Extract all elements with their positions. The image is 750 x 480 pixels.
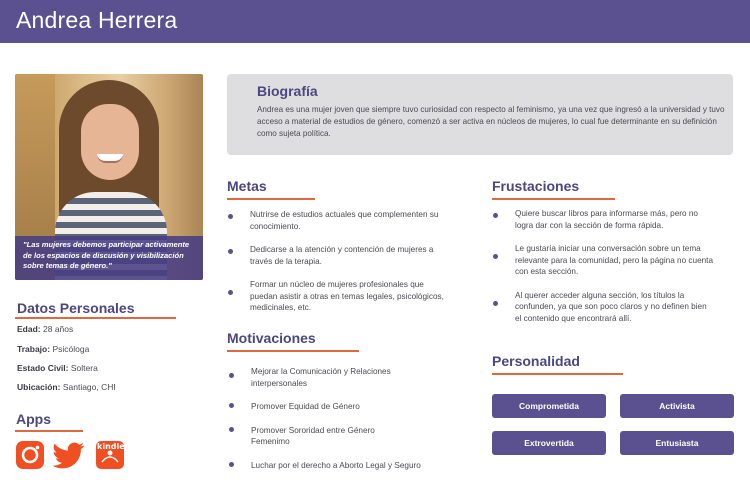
personality-tag: Extrovertida (492, 431, 606, 455)
photo-face (81, 104, 139, 180)
motivations-underline (227, 350, 359, 352)
personal-data-underline (15, 317, 176, 319)
bullet-icon (228, 249, 233, 254)
header-bar (0, 0, 750, 43)
bullet-icon (228, 214, 233, 219)
list-item: Nutrirse de estudios actuales que complementen su conocimiento. (250, 209, 444, 232)
frustrations-underline (492, 198, 615, 200)
personality-title: Personalidad (492, 353, 580, 369)
personality-underline (492, 373, 623, 375)
kindle-icon[interactable] (95, 440, 125, 470)
list-item: Promover Sororidad entre Género Femenimo (251, 425, 421, 448)
frustrations-list (515, 208, 713, 324)
job-value: Psicóloga (52, 344, 90, 354)
personality-tag: Comprometida (492, 394, 606, 418)
bullet-icon (228, 290, 233, 295)
motivations-title: Motivaciones (227, 330, 316, 346)
frustrations-title: Frustaciones (492, 178, 580, 194)
motivations-list (251, 366, 421, 471)
list-item: Formar un núcleo de mujeres profesionales que puedan asistir a otras en temas legales, psicológicos, medicinales, etc. (250, 279, 444, 314)
apps-underline (15, 430, 83, 432)
location-row (17, 382, 116, 392)
age-value: 28 años (43, 324, 74, 334)
age-row (17, 324, 73, 334)
list-item: Promover Equidad de Género (251, 401, 421, 413)
bullet-icon (229, 403, 234, 408)
biography-text: Andrea es una mujer joven que siempre tuvo curiosidad con respecto al feminismo, ya una vez que ingresó a la universidad y tuvo acceso a material de estudios de género, comenzó a ser activa en núcleos de mujeres, lo cual fue determinante en su definición como sujeta política. (257, 105, 725, 138)
list-item: Quiere buscar libros para informarse más, pero no logra dar con la sección de forma rápida. (515, 208, 713, 231)
apps-title: Apps (16, 411, 51, 427)
personality-tag: Entusiasta (620, 431, 734, 455)
location-label: Ubicación: (17, 382, 61, 392)
persona-quote: "Las mujeres debemos participar activamente de los espacios de discusión y visibilización sobre temas de género." (23, 240, 190, 270)
goals-list (250, 209, 444, 314)
location-value: Santiago, CHI (62, 382, 116, 392)
persona-name: Andrea Herrera (16, 7, 178, 33)
bullet-icon (229, 462, 234, 467)
bullet-icon (229, 427, 234, 432)
list-item: Dedicarse a la atención y contención de mujeres a través de la terapia. (250, 244, 444, 267)
bullet-icon (229, 373, 234, 378)
list-item: Luchar por el derecho a Aborto Legal y Seguro (251, 460, 421, 472)
civil-status-value: Soltera (70, 363, 98, 373)
biography-title: Biografía (257, 83, 318, 99)
instagram-icon[interactable] (15, 440, 45, 470)
goals-underline (227, 198, 315, 200)
personality-tag: Activista (620, 394, 734, 418)
bullet-icon (493, 301, 498, 306)
job-label: Trabajo: (17, 344, 51, 354)
twitter-icon[interactable] (52, 440, 86, 470)
kindle-label: kindle (97, 442, 125, 451)
list-item: Al querer acceder alguna sección, los títulos la confunden, ya que son poco claros y no definen bien el contenido que encontrará allí. (515, 290, 713, 325)
list-item: Mejorar la Comunicación y Relaciones interpersonales (251, 366, 421, 389)
civil-status-row (17, 363, 98, 373)
persona-photo (15, 74, 203, 280)
age-label: Edad: (17, 324, 41, 334)
list-item: Le gustaría iniciar una conversación sobre un tema relevante para la comunidad, pero la página no cuenta con esta sección. (515, 243, 713, 278)
personal-data-title: Datos Personales (17, 300, 135, 316)
bullet-icon (493, 254, 498, 259)
civil-status-label: Estado Civil: (17, 363, 69, 373)
job-row (17, 344, 89, 354)
bullet-icon (493, 213, 498, 218)
goals-title: Metas (227, 178, 267, 194)
